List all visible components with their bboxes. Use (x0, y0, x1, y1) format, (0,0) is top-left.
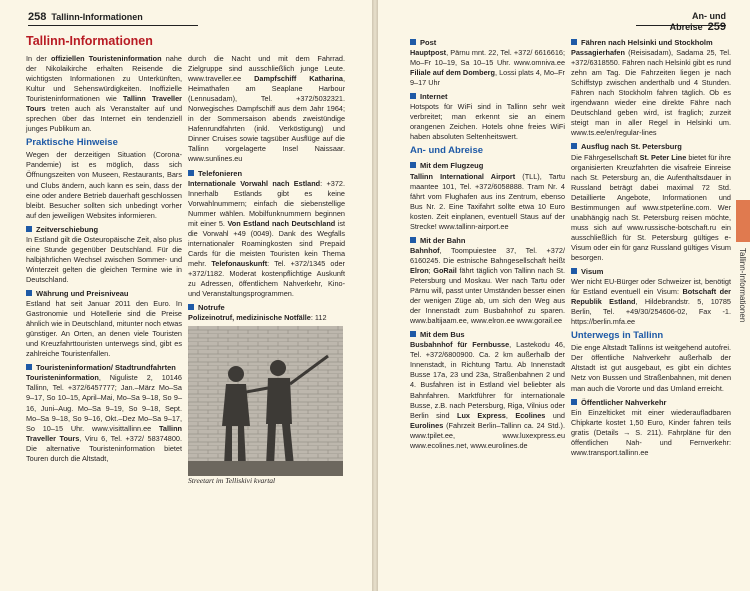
currency-text: Estland hat seit Januar 2011 den Euro. In Gastronomie und Hotellerie sind die Preise ähnlich wie in Deutschland, mitunter noch etwas günstiger. An Orten, an denen viele Touristen und Kreuzfahrttouristen unterwegs sind, gibt es zahlreiche Touristenfallen. (26, 299, 182, 359)
left-running-head (28, 11, 198, 26)
train-heading-label: Mit der Bahn (420, 235, 466, 245)
transit-heading (571, 398, 731, 408)
local-heading: Unterwegs in Tallinn (571, 330, 664, 342)
bullet-square-icon (26, 226, 32, 232)
chapter-thumb-tab (736, 200, 750, 242)
chapter-side-label: Tallinn-Informationen (738, 248, 747, 323)
plane-heading (410, 161, 565, 171)
bullet-square-icon (410, 162, 416, 168)
post-text: Hauptpost, Pärnu mnt. 22, Tel. +372/ 6616616; Mo–Fr 10–19, Sa 10–15 Uhr. www.omniva.ee Filiale auf dem Domberg, Lossi plats 4, Mo–Fr 9–17 Uhr (410, 48, 565, 88)
bullet-square-icon (410, 39, 416, 45)
local-text: Die enge Altstadt Tallinns ist weitgehend autofrei. Der öffentliche Nahverkehr außerhalb der Altstadt ist gut ausgebaut, es gibt ein dichtes Netz von Bussen und Straßenbahnen, mit denen man auch die Vororte und das Umland erreicht. (571, 343, 731, 393)
emergency-heading-label: Notrufe (198, 303, 225, 313)
bullet-square-icon (26, 364, 32, 370)
arrival-heading: An- und Abreise (410, 145, 484, 157)
transit-heading-label: Öffentlicher Nahverkehr (581, 397, 667, 407)
tourinfo-text: Touristeninformation, Niguliste 2, 10146 Tallinn, Tel. +372/6457777; Jan.–März Mo–Sa 9–17, So 10–15, April–Mai, Mo–Sa 9–18, So 9–16, Juni–Aug. Mo–Sa 9–19, So 9–18, Sept. Mo–Sa 9–18, So 9–16, Okt.–Dez Mo–Sa 9–17, So 10–15 Uhr. www.visittallinn.ee Tallinn Traveller Tours, Viru 6, Tel. +372/ 58374800. Die alternative Touristeninformation bietet Touren durch die Altstadt, (26, 373, 183, 463)
plane-text: Tallinn International Airport (TLL), Tartu maantee 101, Tel. +372/6058888. Tram Nr. 4 fährt vom Flughafen aus ins Zentrum, ebenso Bus Nr. 2. Eine Taxifahrt sollte etwa 10 Euro kosten. Zeit einplanen, eventuell Staus auf der Strecke! www.tallinn-airport.ee (410, 171, 565, 231)
left-column-1 (26, 34, 182, 464)
bullet-square-icon (571, 39, 577, 45)
post-heading (410, 38, 565, 48)
right-running-title: An- und Abreise (669, 11, 726, 32)
right-running-head (636, 11, 726, 33)
bullet-square-icon (410, 237, 416, 243)
bullet-square-icon (26, 290, 32, 296)
phone-text: Internationale Vorwahl nach Estland: +372. Innerhalb Estlands gibt es keine Vorwahlnummern; einfach die siebenstellige Nummer wählen. Mobilfunknummern beginnen mit einer 5. Von Estland nach Deutschland ist die Vorwahl +49 (0049). Dank des Wegfalls internationaler Roamingkosten sind Prepaid Cards für die meisten Touristen kein Thema mehr. Telefonauskunft: Tel. +372/1345 oder +372/1182. Moderat kostenpflichtige Auskunft zu Adressen, öffentlichem Nahverkehr, Kino- und Veranstaltungsprogrammen. (188, 178, 346, 299)
tours-continued-text: durch die Nacht und mit dem Fahrrad. Zielgruppe sind ausschließlich junge Leute. www.traveller.ee Dampfschiff Katharina, Heimathafen am Seaplane Harbour (Lennusadam), Tel. +372/5032321. Norwegisches Dampfschiff aus dem Jahr 1964; in der Sommersaison abends zweistündige Hafenrundfahrten (inkl. Verköstigung) und Dinner Cruises sowie tagsüber Ausflüge auf die Tallinn vorgelagerte Insel Naissaar. www.sunlines.eu (188, 54, 345, 164)
right-page (378, 0, 750, 591)
stpete-text: Die Fährgesellschaft St. Peter Line bietet für ihre organisierten Kreuzfahrten die visafreie Einreise nach St. Petersburg an, die Aufenthaltsdauer in Russland beträgt dabei maximal 72 Std. Detaillierte Angebote, Informationen und Bestimmungen auf www.stpeterline.com. Wer unabhängig nach St. Petersburg reisen möchte, muss sich auf www.russische-botschaft.ru ein ausschließlich für St. Petersburg gültiges e-Visum oder ein für ganz Russland gültiges Visum besorgen. (571, 152, 731, 262)
visa-text: Wer nicht EU-Bürger oder Schweizer ist, benötigt für Estland eventuell ein Visum: Botschaft der Republik Estland, Hildebrandstr. 5, 10785 Berlin, Tel. +49/30/254606-02, Fax -1. https://berlin.mfa.ee (571, 277, 732, 327)
stpete-heading-label: Ausflug nach St. Petersburg (581, 142, 682, 152)
bullet-square-icon (571, 268, 577, 274)
bullet-square-icon (188, 304, 194, 310)
internet-text: Hotspots für WiFi sind in Tallinn sehr weit verbreitet; man erkennt sie an einem orangenen Zeichen. Hotels ohne freies WiFi haben absoluten Seltenheitswert. (410, 102, 565, 142)
bullet-square-icon (571, 143, 577, 149)
page-title: Tallinn-Informationen (26, 34, 153, 48)
right-column-1 (410, 34, 565, 451)
stpete-heading (571, 142, 731, 152)
bullet-square-icon (571, 399, 577, 405)
currency-heading (26, 289, 182, 299)
emergency-heading (188, 303, 345, 313)
train-text: Bahnhof, Toompuiestee 37, Tel. +372/ 6160245. Die estnische Bahngesellschaft heißt Elron; GoRail fährt täglich von Tallinn nach St. Petersburg und Moskau. Wer nach Tartu oder Pärnu will, passt unter Umständen besser einen der wenigen Züge ab, um sich den Weg aus der Innenstadt zum Busbahnhof zu sparen. www.baltijaam.ee, www.elron.ee www.gorail.ee (410, 245, 565, 326)
bus-heading (410, 330, 565, 340)
visa-heading-label: Visum (581, 267, 604, 277)
left-page-number: 258 (28, 11, 47, 23)
intro-paragraph: In der offiziellen Touristeninformation nahe der Nikolaikirche erhalten Reisende die wichtigsten Informationen zu Unterkünften, Kultur und Sehenswürdigkeiten. Inoffizielle Touristeninformationen wie Tallinn Traveller Tours treten auch als Veranstalter auf und sprechen über das Internet ein tendenziell junges Publikum an. (26, 54, 182, 134)
photo-caption: Streetart im Telliskivi kvartal (188, 476, 276, 486)
left-page (0, 0, 372, 591)
bullet-square-icon (188, 170, 194, 176)
transit-text: Ein Einzelticket mit einer wiederaufladbaren Chipkarte kostet 1,50 Euro, Kinder fahren teils gratis (Details → S. 211). Fahrpläne für den öffentlichen Nah- und Fernverkehr: www.transport.tallinn.ee (571, 407, 731, 457)
plane-heading-label: Mit dem Flugzeug (420, 161, 484, 171)
timezone-heading (26, 225, 182, 235)
left-column-2 (188, 54, 345, 486)
ferry-heading-label: Fähren nach Helsinki und Stockholm (581, 38, 713, 47)
left-running-title: Tallinn-Informationen (51, 12, 143, 22)
ferry-text: Passagierhafen (Reisisadam), Sadama 25, Tel. +372/6318550. Fähren nach Helsinki gibt es rund zehn am Tag. Die Fahrzeiten liegen je nach Schiffstyp zwischen anderthalb und 4 Stunden. Fähren nach Stockholm fahren täglich. Ob es irgendwann wieder eine direkte Fähre nach Deutschland geben wird, ist fraglich; zurzeit steigt man in aller Regel in Helsinki um. www.ts.ee/en/regular-lines (571, 48, 731, 138)
ferry-heading (571, 38, 731, 48)
tourinfo-heading-label: Touristeninformation/ Stadtrundfahrten (36, 363, 176, 373)
tourinfo-heading (26, 363, 182, 373)
bullet-square-icon (410, 331, 416, 337)
bus-heading-label: Mit dem Bus (420, 330, 465, 340)
timezone-text: In Estland gilt die Osteuropäische Zeit, also plus eine Stunde gegenüber Deutschland. Für die halbjährlichen Wechsel zwischen Sommer- und Winterzeit gelten die gleichen Termine wie in Deutschland. (26, 234, 182, 284)
streetart-photo (188, 326, 343, 476)
bullet-square-icon (410, 93, 416, 99)
post-heading-label: Post (420, 38, 437, 47)
right-column-2 (571, 34, 731, 458)
phone-heading-label: Telefonieren (198, 168, 243, 178)
phone-heading (188, 169, 345, 179)
emergency-text: Polizeinotruf, medizinische Notfälle: 112 (188, 313, 327, 323)
streetart-image (188, 326, 343, 476)
right-page-number: 259 (707, 21, 726, 33)
timezone-heading-label: Zeitverschiebung (36, 224, 99, 234)
visa-heading (571, 267, 731, 277)
bus-text: Busbahnhof für Fernbusse, Lastekodu 46, Tel. +372/6800900. Ca. 2 km außerhalb der Innenstadt, in Richtung Tartu. Ab Innenstadt Busse 17a, 23 und 23a, Straßenbahnen 2 und 4. Busfahren ist in Estland viel beliebter als Bahnfahren. Marktführer für internationale Busse, z.B. nach Petersburg, Riga, Vilnius oder Berlin sind Lux Express, Ecolines und Eurolines (Fahrzeit Berlin–Tallinn ca. 24 Std.). www.tpilet.ee, www.luxexpress.eu www.ecolines.net, www.eurolines.de (410, 340, 565, 450)
currency-heading-label: Währung und Preisniveau (36, 288, 129, 298)
internet-heading-label: Internet (420, 92, 448, 102)
internet-heading (410, 92, 565, 102)
section-practical-heading: Praktische Hinweise (26, 137, 118, 149)
train-heading (410, 236, 565, 246)
practical-text: Wegen der derzeitigen Situation (Corona-Pandemie) ist es möglich, dass sich Öffnungszeiten von Museen, Restaurants, Bars und Clubs ändern, auch kann es sein, dass der eine oder andere Betrieb dauerhaft geschlossen bleibt. Besucher sollten sich unbedingt vorher auf den jeweiligen Websites informieren. (26, 150, 182, 220)
